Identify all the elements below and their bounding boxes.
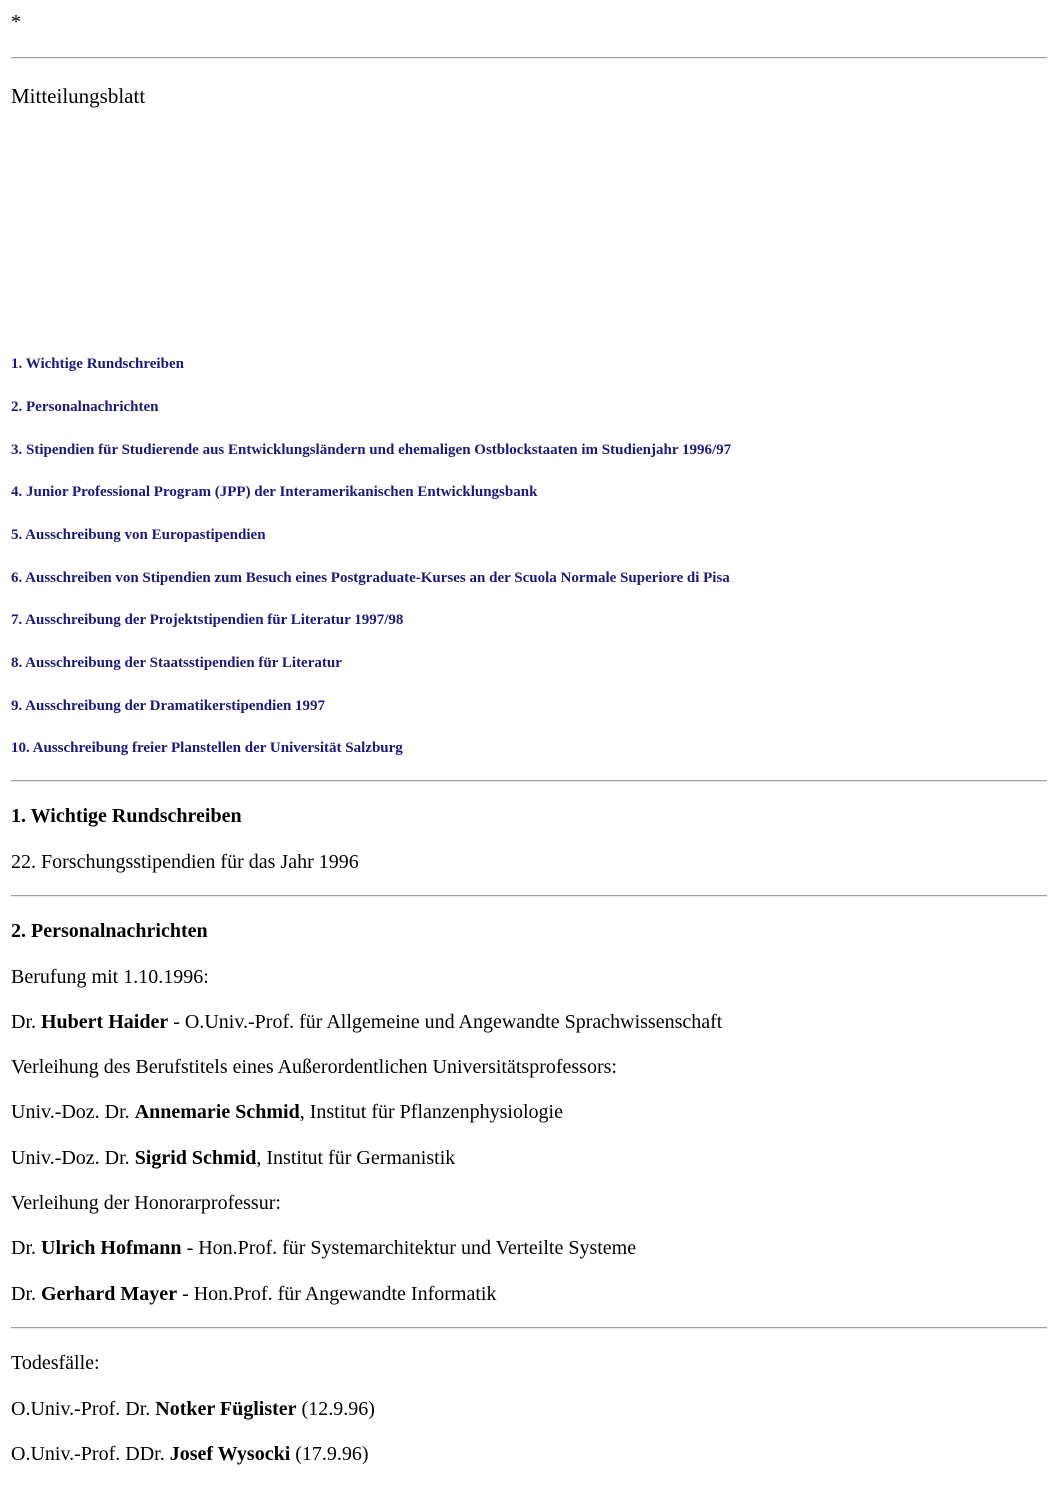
person-detail: (12.9.96) xyxy=(301,1398,375,1420)
person-detail: - O.Univ.-Prof. für Allgemeine und Angewandte Sprachwissenschaft xyxy=(173,1011,723,1033)
rundschreiben-item: 22. Forschungsstipendien für das Jahr 1996 xyxy=(11,851,359,873)
person-entry xyxy=(11,1100,563,1124)
divider xyxy=(11,895,1047,897)
toc-link-2[interactable]: 2. Personalnachrichten xyxy=(11,399,159,415)
person-title: Dr. xyxy=(11,1011,36,1033)
toc-link-8[interactable]: 8. Ausschreibung der Staatsstipendien für Literatur xyxy=(11,655,342,671)
person-title: O.Univ.-Prof. Dr. xyxy=(11,1398,151,1420)
person-name: Hubert Haider xyxy=(41,1011,169,1033)
person-name: Annemarie Schmid xyxy=(134,1101,300,1123)
toc-link-10[interactable]: 10. Ausschreibung freier Planstellen der Universität Salzburg xyxy=(11,740,403,756)
toc-link-1[interactable]: 1. Wichtige Rundschreiben xyxy=(11,356,184,372)
section-heading-personalnachrichten: 2. Personalnachrichten xyxy=(11,920,208,942)
person-title: Univ.-Doz. Dr. xyxy=(11,1101,130,1123)
divider xyxy=(11,1327,1047,1329)
toc-link-6[interactable]: 6. Ausschreiben von Stipendien zum Besuch eines Postgraduate-Kurses an der Scuola Normale Superiore di Pisa xyxy=(11,570,730,586)
person-detail: , Institut für Germanistik xyxy=(256,1147,456,1169)
berufung-label: Berufung mit 1.10.1996: xyxy=(11,966,209,988)
toc-link-3[interactable]: 3. Stipendien für Studierende aus Entwicklungsländern und ehemaligen Ostblockstaaten im Studienjahr 1996/97 xyxy=(11,442,732,458)
person-entry xyxy=(11,1010,722,1034)
person-name: Sigrid Schmid xyxy=(134,1147,257,1169)
person-entry xyxy=(11,1442,369,1466)
person-entry xyxy=(11,1236,636,1260)
person-entry xyxy=(11,1397,375,1421)
divider xyxy=(11,780,1047,782)
person-title: O.Univ.-Prof. DDr. xyxy=(11,1443,165,1465)
berufstitel-label: Verleihung des Berufstitels eines Außerordentlichen Universitätsprofessors: xyxy=(11,1056,617,1078)
person-entry xyxy=(11,1146,455,1170)
person-name: Josef Wysocki xyxy=(169,1443,291,1465)
toc-link-4[interactable]: 4. Junior Professional Program (JPP) der Interamerikanischen Entwicklungsbank xyxy=(11,484,538,500)
person-detail: - Hon.Prof. für Angewandte Informatik xyxy=(182,1283,497,1305)
section-heading-rundschreiben: 1. Wichtige Rundschreiben xyxy=(11,805,242,827)
toc-link-9[interactable]: 9. Ausschreibung der Dramatikerstipendien 1997 xyxy=(11,698,326,714)
person-title: Univ.-Doz. Dr. xyxy=(11,1147,130,1169)
person-detail: (17.9.96) xyxy=(295,1443,369,1465)
person-name: Gerhard Mayer xyxy=(41,1283,178,1305)
asterisk-marker: * xyxy=(11,11,21,33)
person-name: Ulrich Hofmann xyxy=(41,1237,182,1259)
honorar-label: Verleihung der Honorarprofessur: xyxy=(11,1192,281,1214)
person-detail: , Institut für Pflanzenphysiologie xyxy=(299,1101,563,1123)
person-title: Dr. xyxy=(11,1237,36,1259)
toc-link-5[interactable]: 5. Ausschreibung von Europastipendien xyxy=(11,527,266,543)
person-detail: - Hon.Prof. für Systemarchitektur und Verteilte Systeme xyxy=(186,1237,637,1259)
person-title: Dr. xyxy=(11,1283,36,1305)
divider xyxy=(11,57,1047,59)
deaths-label: Todesfälle: xyxy=(11,1352,100,1374)
person-entry xyxy=(11,1282,496,1306)
person-name: Notker Füglister xyxy=(155,1398,297,1420)
toc-link-7[interactable]: 7. Ausschreibung der Projektstipendien für Literatur 1997/98 xyxy=(11,612,404,628)
page-title: Mitteilungsblatt xyxy=(11,84,146,108)
